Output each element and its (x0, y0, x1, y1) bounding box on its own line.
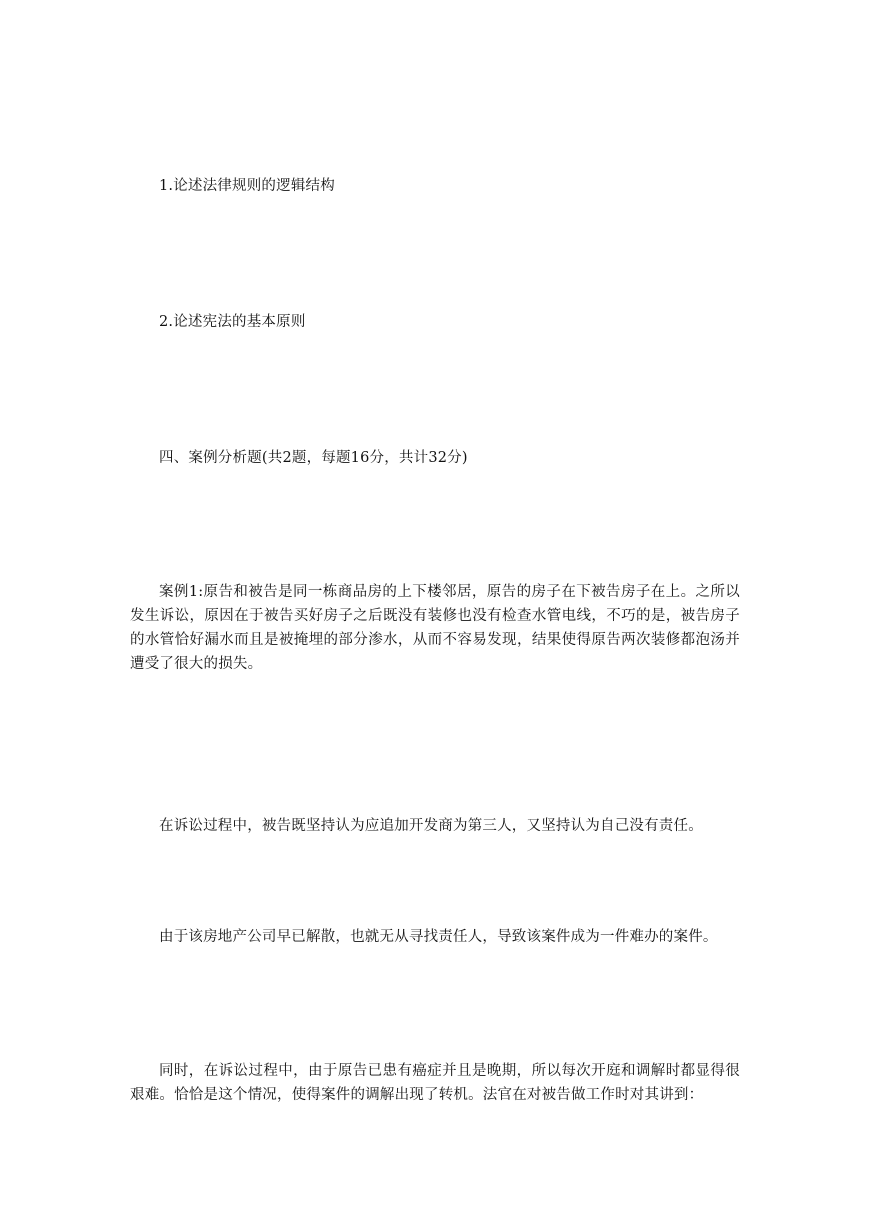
question-1: 1.论述法律规则的逻辑结构 (159, 178, 335, 194)
company-dissolved-paragraph: 由于该房地产公司早已解散，也就无从寻找责任人，导致该案件成为一件难办的案件。 (159, 929, 718, 945)
question-2: 2.论述宪法的基本原则 (159, 314, 306, 330)
case-1-paragraph: 案例1:原告和被告是同一栋商品房的上下楼邻居，原告的房子在下被告房子在上。之所以发生诉讼，原因在于被告买好房子之后既没有装修也没有检查水管电线，不巧的是，被告房子的水管恰好漏水而且是被掩埋的部分渗水，从而不容易发现，结果使得原告两次装修都泡汤并遭受了很大的损失。 (130, 584, 740, 672)
litigation-paragraph: 在诉讼过程中，被告既坚持认为应追加开发商为第三人，又坚持认为自己没有责任。 (159, 818, 703, 834)
section-heading-case-analysis: 四、案例分析题(共2题，每题16分，共计32分) (159, 450, 468, 466)
meanwhile-paragraph: 同时，在诉讼过程中，由于原告已患有癌症并且是晚期，所以每次开庭和调解时都显得很艰难。恰恰是这个情况，使得案件的调解出现了转机。法官在对被告做工作时对其讲到： (130, 1063, 740, 1103)
